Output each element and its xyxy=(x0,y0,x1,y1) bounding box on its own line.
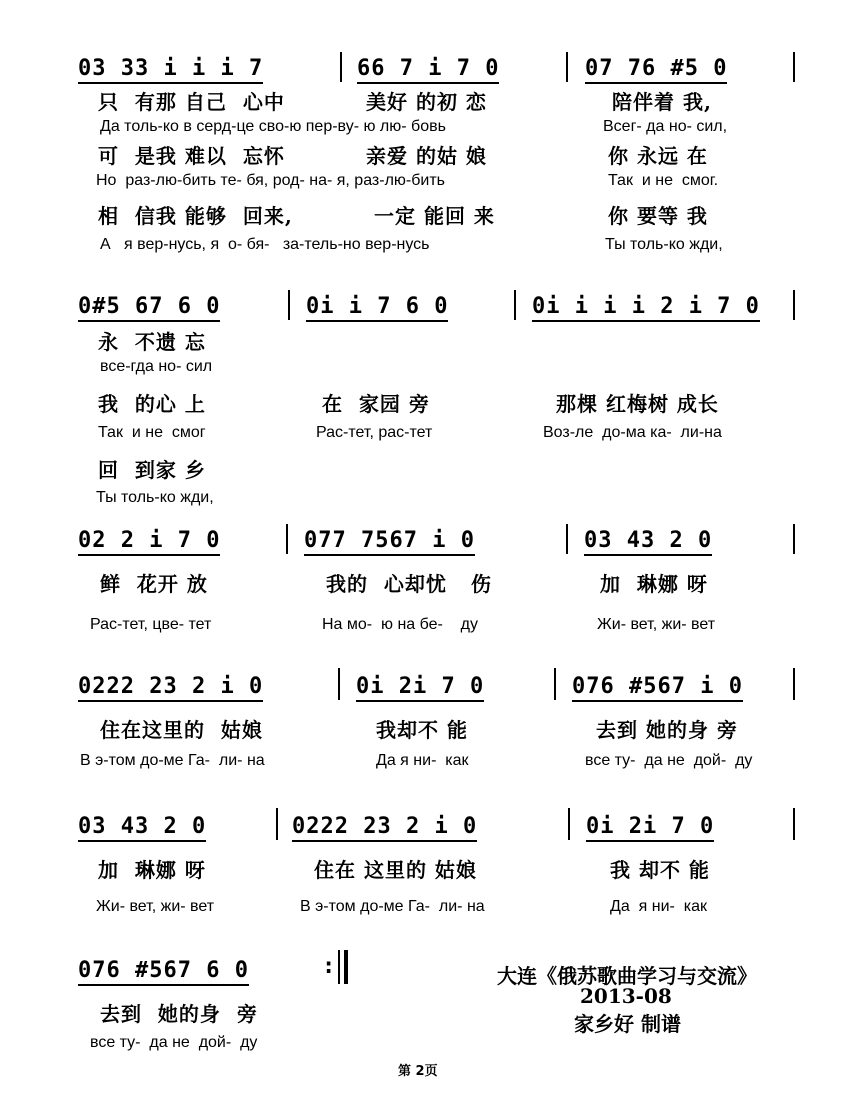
notes-measure: 03 33 i i i 7 xyxy=(78,58,263,84)
lyric-cn: 加 琳娜 呀 xyxy=(98,858,206,882)
bar-line xyxy=(566,52,568,82)
notes-measure: 076 #567 i 0 xyxy=(572,676,743,702)
notes-measure: 0222 23 2 i 0 xyxy=(78,676,263,702)
lyric-cn: 美好 的初 恋 xyxy=(366,90,487,114)
notes-measure: 02 2 i 7 0 xyxy=(78,530,220,556)
bar-line xyxy=(340,52,342,82)
bar-line xyxy=(286,524,288,554)
notes-measure: 0i i i i 2 i 7 0 xyxy=(532,296,760,322)
lyric-ru: все ту- да не дой- ду xyxy=(90,1034,258,1051)
lyric-cn: 永 不遗 忘 xyxy=(98,330,206,354)
bar-line xyxy=(793,290,795,320)
bar-line xyxy=(276,808,278,840)
bar-line xyxy=(793,668,795,700)
lyric-ru: А я вер-нусь, я о- бя- за-тель-но вер-нусь xyxy=(100,236,430,253)
lyric-cn: 去到 她的身 旁 xyxy=(100,1002,258,1026)
lyric-ru: В э-том до-ме Га- ли- на xyxy=(300,898,485,915)
bar-line xyxy=(554,668,556,700)
repeat-bar-thin xyxy=(338,950,340,984)
credit-author: 家乡好 制谱 xyxy=(574,1012,681,1036)
notes-measure: 0i 2i 7 0 xyxy=(586,816,714,842)
notes-measure: 03 43 2 0 xyxy=(584,530,712,556)
lyric-cn: 去到 她的身 旁 xyxy=(596,718,738,742)
lyric-cn: 亲爱 的姑 娘 xyxy=(366,144,487,168)
lyric-ru: Но раз-лю-бить те- бя, род- на- я, раз-лю-бить xyxy=(96,172,446,189)
lyric-cn: 住在 这里的 姑娘 xyxy=(314,858,477,882)
lyric-cn: 相 信我 能够 回来, xyxy=(98,204,293,228)
lyric-ru: Воз-ле до-ма ка- ли-на xyxy=(543,424,722,441)
notes-measure: 076 #567 6 0 xyxy=(78,960,249,986)
lyric-ru: Жи- вет, жи- вет xyxy=(597,616,716,633)
lyric-ru: Да я ни- как xyxy=(376,752,469,769)
lyric-ru: Ты толь-ко жди, xyxy=(605,236,723,253)
repeat-sign: : xyxy=(322,954,336,979)
lyric-ru: Ты толь-ко жди, xyxy=(96,489,214,506)
lyric-cn: 鲜 花开 放 xyxy=(100,572,208,596)
bar-line xyxy=(793,808,795,840)
lyric-ru: Рас-тет, цве- тет xyxy=(90,616,212,633)
lyric-cn: 你 要等 我 xyxy=(608,204,708,228)
lyric-cn: 我的 心却忧 伤 xyxy=(326,572,492,596)
bar-line xyxy=(288,290,290,320)
bar-line xyxy=(566,524,568,554)
notes-measure: 0#5 67 6 0 xyxy=(78,296,220,322)
notes-measure: 03 43 2 0 xyxy=(78,816,206,842)
credit-date: 2013-08 xyxy=(580,984,672,1008)
lyric-ru: все ту- да не дой- ду xyxy=(585,752,753,769)
lyric-ru: Жи- вет, жи- вет xyxy=(96,898,215,915)
page-number: 第 2页 xyxy=(398,1064,438,1079)
bar-line xyxy=(793,524,795,554)
lyric-ru: На мо- ю на бе- ду xyxy=(322,616,478,633)
lyric-ru: Да я ни- как xyxy=(610,898,707,915)
repeat-bar-thick xyxy=(344,950,348,984)
notes-measure: 0i 2i 7 0 xyxy=(356,676,484,702)
lyric-cn: 我 却不 能 xyxy=(610,858,710,882)
bar-line xyxy=(338,668,340,700)
lyric-ru: Рас-тет, рас-тет xyxy=(316,424,433,441)
notes-measure: 0i i 7 6 0 xyxy=(306,296,448,322)
lyric-cn: 加 琳娜 呀 xyxy=(600,572,708,596)
lyric-ru: Да толь-ко в серд-це сво-ю пер-ву- ю лю- бовь xyxy=(100,118,446,135)
notes-measure: 07 76 #5 0 xyxy=(585,58,727,84)
lyric-cn: 你 永远 在 xyxy=(608,144,708,168)
credit-source: 大连《俄苏歌曲学习与交流》 xyxy=(497,964,757,988)
lyric-cn: 一定 能回 来 xyxy=(374,204,495,228)
lyric-ru: Так и не смог. xyxy=(608,172,719,189)
notes-measure: 077 7567 i 0 xyxy=(304,530,475,556)
lyric-ru: Всег- да но- сил, xyxy=(603,118,728,135)
lyric-cn: 住在这里的 姑娘 xyxy=(100,718,263,742)
notes-measure: 66 7 i 7 0 xyxy=(357,58,499,84)
lyric-cn: 可 是我 难以 忘怀 xyxy=(98,144,285,168)
lyric-ru: В э-том до-ме Га- ли- на xyxy=(80,752,265,769)
lyric-cn: 回 到家 乡 xyxy=(98,458,206,482)
lyric-cn: 那棵 红梅树 成长 xyxy=(556,392,719,416)
notes-measure: 0222 23 2 i 0 xyxy=(292,816,477,842)
lyric-ru: Так и не смог xyxy=(98,424,206,441)
bar-line xyxy=(514,290,516,320)
lyric-ru: все-гда но- сил xyxy=(100,358,213,375)
bar-line xyxy=(568,808,570,840)
lyric-cn: 在 家园 旁 xyxy=(322,392,430,416)
lyric-cn: 只 有那 自己 心中 xyxy=(98,90,285,114)
lyric-cn: 我却不 能 xyxy=(376,718,468,742)
lyric-cn: 我 的心 上 xyxy=(98,392,206,416)
lyric-cn: 陪伴着 我, xyxy=(612,90,712,114)
bar-line xyxy=(793,52,795,82)
